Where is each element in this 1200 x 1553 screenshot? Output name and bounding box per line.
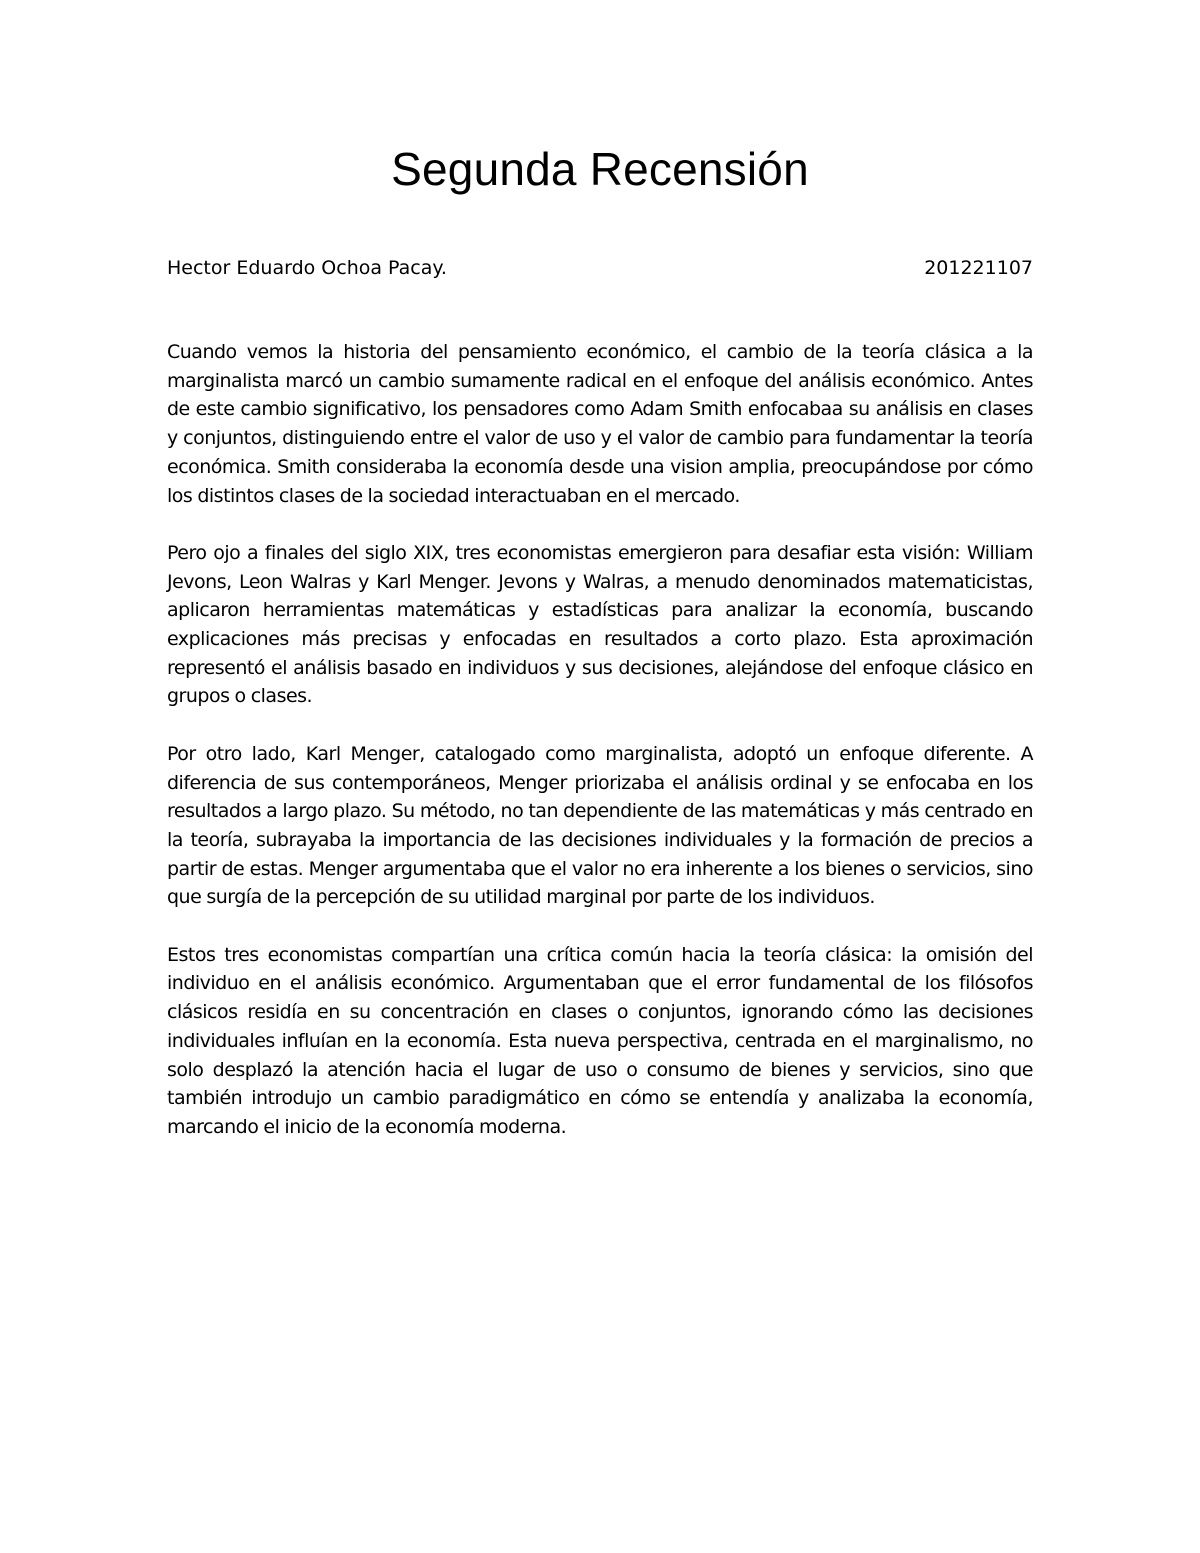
body-paragraph: Por otro lado, Karl Menger, catalogado como marginalista, adoptó un enfoque diferente. A diferencia de sus contemporáneos, Menger priorizaba el análisis ordinal y se enfocaba en los resultados a largo plazo. Su método, no tan dependiente de las matemáticas y más centrado en la teoría, subrayaba la importancia de las decisiones individuales y la formación de precios a partir de estas. Menger argumentaba que el valor no era inherente a los bienes o servicios, sino que surgía de la percepción de su utilidad marginal por parte de los individuos. <box>167 742 1033 909</box>
author-row <box>167 253 1033 283</box>
body-paragraph: Cuando vemos la historia del pensamiento económico, el cambio de la teoría clásica a la marginalista marcó un cambio sumamente radical en el enfoque del análisis económico. Antes de este cambio significativo, los pensadores como Adam Smith enfocabaa su análisis en clases y conjuntos, distinguiendo entre el valor de uso y el valor de cambio para fundamentar la teoría económica. Smith consideraba la economía desde una vision amplia, preocupándose por cómo los distintos clases de la sociedad interactuaban en el mercado. <box>167 341 1033 507</box>
author-name: Hector Eduardo Ochoa Pacay. <box>167 257 447 279</box>
body-paragraph: Estos tres economistas compartían una crítica común hacia la teoría clásica: la omisión del individuo en el análisis económico. Argumentaban que el error fundamental de los filósofos clásicos residía en su concentración en clases o conjuntos, ignorando cómo las decisiones individuales influían en la economía. Esta nueva perspectiva, centrada en el marginalismo, no solo desplazó la atención hacia el lugar de uso o consumo de bienes y servicios, sino que también introdujo un cambio paradigmático en cómo se entendía y analizaba la economía, marcando el inicio de la economía moderna. <box>167 943 1033 1138</box>
document-title: Segunda Recensión <box>391 143 809 195</box>
body-paragraph: Pero ojo a finales del siglo XIX, tres economistas emergieron para desafiar esta visión: William Jevons, Leon Walras y Karl Menger. Jevons y Walras, a menudo denominados matematicistas, aplicaron herramientas matemáticas y estadísticas para analizar la economía, buscando explicaciones más precisas y enfocadas en resultados a corto plazo. Esta aproximación representó el análisis basado en individuos y sus decisiones, alejándose del enfoque clásico en grupos o clases. <box>167 541 1033 708</box>
student-id: 201221107 <box>924 257 1033 279</box>
document-body <box>167 338 1033 1170</box>
